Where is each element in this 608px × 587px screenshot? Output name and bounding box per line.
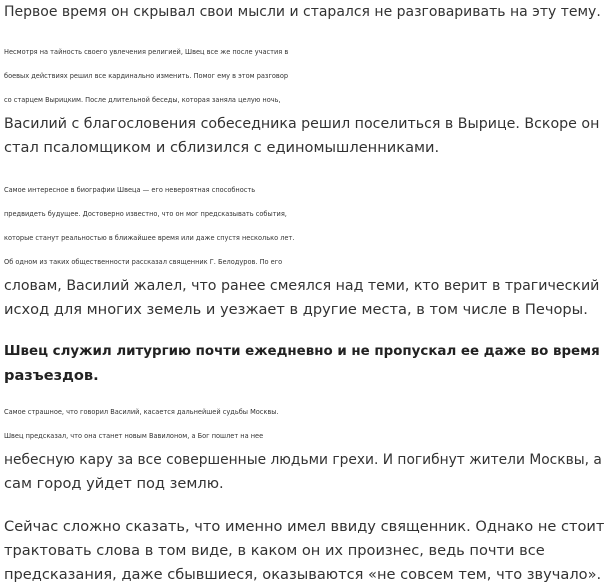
text-line: Сейчас сложно сказать, что именно имел ввиду священник. Однако не стоит <box>4 518 605 535</box>
text-line: Швец предсказал, что она станет новым Вавилоном, а Бог пошлет на нее <box>4 432 264 440</box>
text-line: разъездов. <box>4 367 99 384</box>
text-line: предсказания, даже сбывшиеся, оказываются «не совсем тем, что звучало». <box>4 566 602 583</box>
text-line: которые станут реальностью в ближайшее время или даже спустя несколько лет. <box>4 234 295 242</box>
text-line: Самое интересное в биографии Швеца — его невероятная способность <box>4 186 256 194</box>
text-line: стал псаломщиком и сблизился с единомышленниками. <box>4 139 440 156</box>
text-line: сам город уйдет под землю. <box>4 475 224 492</box>
paragraph-moscow <box>4 400 602 496</box>
text-line: Самое страшное, что говорил Василий, касается дальнейшей судьбы Москвы. <box>4 408 279 416</box>
text-line: Об одном из таких общественности рассказал священник Г. Белодуров. По его <box>4 258 283 266</box>
paragraph-interpretation <box>4 515 604 587</box>
text-line: словам, Василий жалел, что ранее смеялся над теми, кто верит в трагический <box>4 278 600 294</box>
text-line: Несмотря на тайность своего увлечения религией, Швец все же после участия в <box>4 48 289 56</box>
text-line: предвидеть будущее. Достоверно известно, что он мог предсказывать события, <box>4 210 287 218</box>
text-line: исход для многих земель и уезжает в другие места, в том числе в Печоры. <box>4 301 588 318</box>
text-line: Василий с благословения собеседника решил поселиться в Вырице. Вскоре он <box>4 116 600 132</box>
text-line: небесную кару за все совершенные людьми грехи. И погибнут жители Москвы, а <box>4 452 602 468</box>
paragraph-vyritsa <box>4 40 599 160</box>
paragraph-intro <box>4 0 601 24</box>
text-line: трактовать слова в том виде, в каком он их произнес, ведь почти все <box>4 542 545 559</box>
paragraph-highlight <box>4 340 600 388</box>
text-line: Первое время он скрывал свои мысли и старался не разговаривать на эту тему. <box>4 4 601 20</box>
text-line: Швец служил литургию почти ежедневно и не пропускал ее даже во время <box>4 344 600 359</box>
paragraph-prophecy-gift <box>4 178 599 322</box>
text-line: со старцем Вырицким. После длительной беседы, которая заняла целую ночь, <box>4 96 281 104</box>
text-line: боевых действиях решил все кардинально изменить. Помог ему в этом разговор <box>4 72 289 80</box>
